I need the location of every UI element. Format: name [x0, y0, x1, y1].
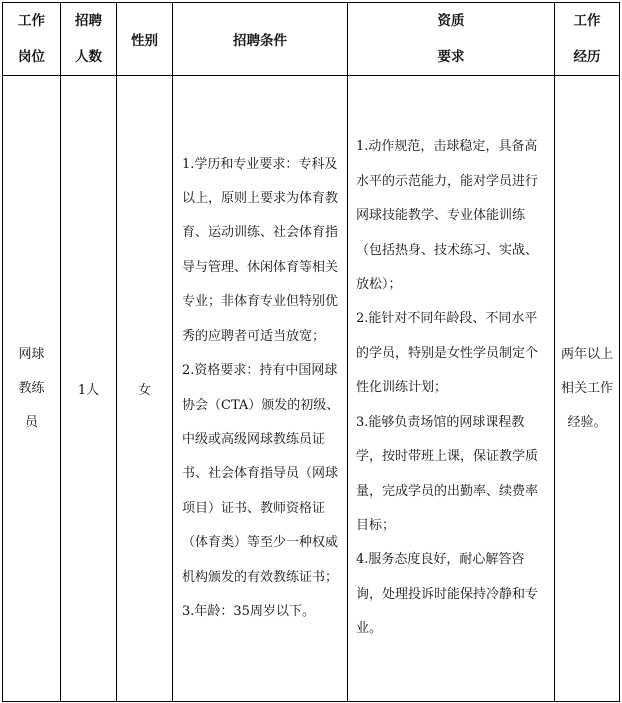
qualification-item-4: 4.服务态度良好，耐心解答咨询，处理投诉时能保持冷静和专业。 [356, 552, 539, 637]
header-qualifications-line-2: 要求 [437, 49, 465, 65]
header-experience-line-2: 经历 [573, 49, 601, 65]
cell-experience: 两年以上相关工作经验。 [555, 76, 620, 702]
header-gender: 性别 [117, 3, 173, 76]
header-experience-line-1: 工作 [573, 13, 601, 29]
header-conditions: 招聘条件 [173, 3, 348, 76]
header-position-line-2: 岗位 [18, 49, 45, 65]
header-position-line-1: 工作 [18, 13, 45, 29]
cell-gender: 女 [117, 76, 173, 702]
header-qualifications-line-1: 资质 [437, 13, 465, 29]
header-experience [555, 3, 620, 76]
recruitment-table [2, 2, 620, 702]
header-count [61, 3, 117, 76]
cell-qualifications [348, 76, 555, 702]
condition-item-1: 1.学历和专业要求：专科及以上，原则上要求为体育教育、运动训练、社会体育指导与管理、休闲体育等相关专业；非体育专业但特别优秀的应聘者可适当放宽； [182, 156, 339, 344]
condition-item-3: 3.年龄：35周岁以下。 [182, 603, 315, 619]
condition-item-2: 2.资格要求：持有中国网球协会（CTA）颁发的初级、中级或高级网球教练员证书、社会体育指导员（网球项目）证书、教师资格证（体育类）等至少一种权威机构颁发的有效教练证书； [182, 363, 340, 585]
qualification-item-1: 1.动作规范，击球稳定，具备高水平的示范能力，能对学员进行网球技能教学、专业体能训练（包括热身、技术练习、实战、放松）； [356, 139, 539, 293]
position-line-1: 网球 [18, 346, 45, 362]
header-count-line-1: 招聘 [75, 13, 102, 29]
cell-conditions [173, 76, 348, 702]
header-qualifications [348, 3, 555, 76]
position-line-2: 教练 [18, 380, 45, 396]
header-row [3, 3, 620, 76]
header-position [3, 3, 61, 76]
qualification-item-3: 3.能够负责场馆的网球课程教学，按时带班上课，保证教学质量，完成学员的出勤率、续费率目标； [356, 414, 539, 533]
position-line-3: 员 [24, 414, 38, 430]
header-count-line-2: 人数 [75, 49, 102, 65]
qualification-item-2: 2.能针对不同年龄段、不同水平的学员，特别是女性学员制定个性化训练计划； [356, 311, 539, 396]
table-row [3, 76, 620, 702]
cell-position [3, 76, 61, 702]
cell-count: 1人 [61, 76, 117, 702]
